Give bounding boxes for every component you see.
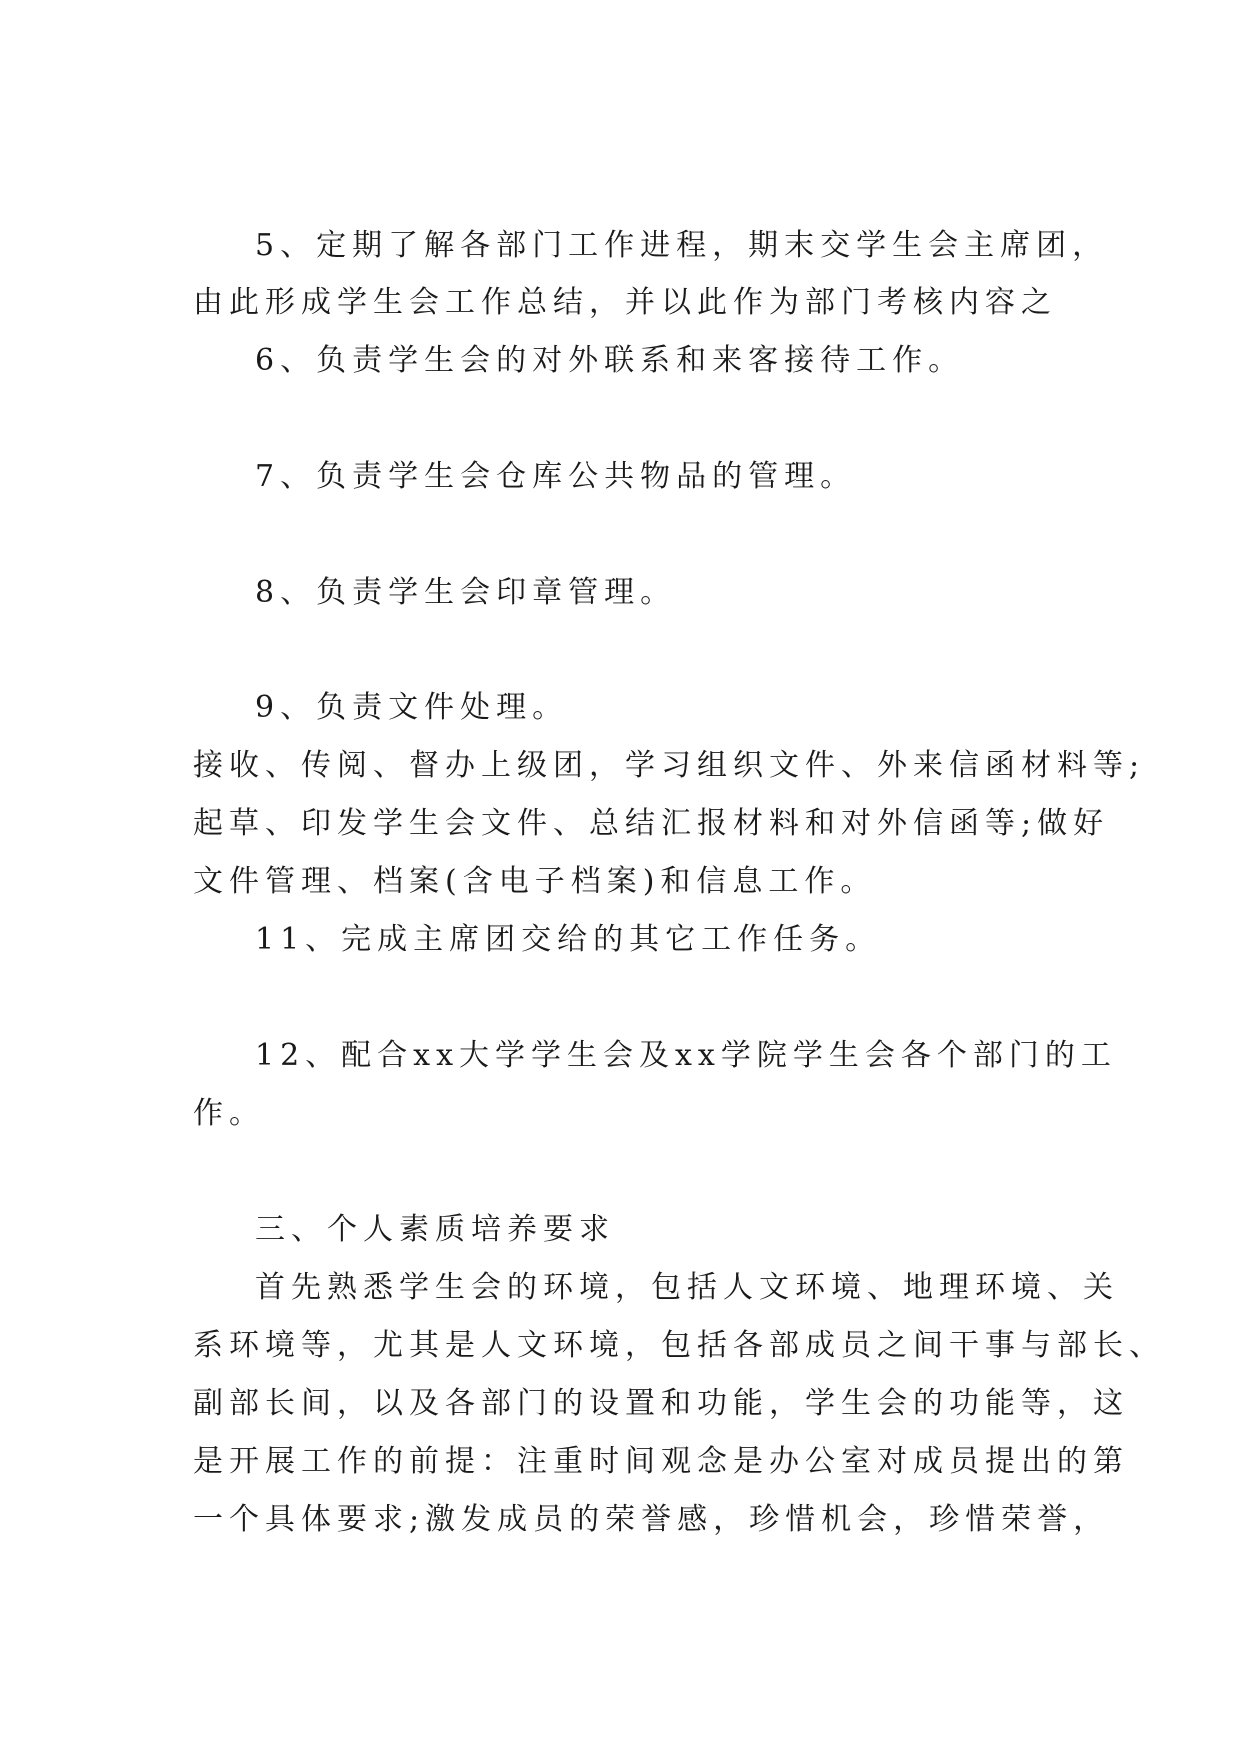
paragraph-item-7: 7、负责学生会仓库公共物品的管理。 bbox=[255, 459, 857, 494]
paragraph-item-9-detail-line-2: 起草、印发学生会文件、总结汇报材料和对外信函等;做好 bbox=[193, 806, 1110, 841]
paragraph-item-6: 6、负责学生会的对外联系和来客接待工作。 bbox=[255, 343, 965, 378]
paragraph-item-8: 8、负责学生会印章管理。 bbox=[255, 575, 677, 610]
section-heading-3: 三、个人素质培养要求 bbox=[255, 1212, 615, 1247]
paragraph-item-5-line-2: 由此形成学生会工作总结，并以此作为部门考核内容之 bbox=[193, 285, 1057, 320]
paragraph-item-5-line-1: 5、定期了解各部门工作进程，期末交学生会主席团， bbox=[255, 228, 1109, 263]
paragraph-item-9-detail-line-3: 文件管理、档案(含电子档案)和信息工作。 bbox=[193, 864, 877, 899]
paragraph-item-9: 9、负责文件处理。 bbox=[255, 690, 569, 725]
paragraph-item-11: 11、完成主席团交给的其它工作任务。 bbox=[255, 922, 882, 957]
paragraph-body-line-4: 是开展工作的前提：注重时间观念是办公室对成员提出的第 bbox=[193, 1444, 1129, 1479]
paragraph-body-line-5: 一个具体要求;激发成员的荣誉感，珍惜机会，珍惜荣誉， bbox=[193, 1502, 1110, 1537]
paragraph-body-line-3: 副部长间，以及各部门的设置和功能，学生会的功能等，这 bbox=[193, 1386, 1129, 1421]
paragraph-body-line-2: 系环境等，尤其是人文环境，包括各部成员之间干事与部长、 bbox=[193, 1328, 1165, 1363]
paragraph-body-line-1: 首先熟悉学生会的环境，包括人文环境、地理环境、关 bbox=[255, 1270, 1119, 1305]
paragraph-item-9-detail-line-1: 接收、传阅、督办上级团，学习组织文件、外来信函材料等; bbox=[193, 748, 1146, 783]
paragraph-item-12-line-2: 作。 bbox=[193, 1096, 265, 1131]
paragraph-item-12-line-1: 12、配合xx大学学生会及xx学院学生会各个部门的工 bbox=[255, 1038, 1117, 1073]
